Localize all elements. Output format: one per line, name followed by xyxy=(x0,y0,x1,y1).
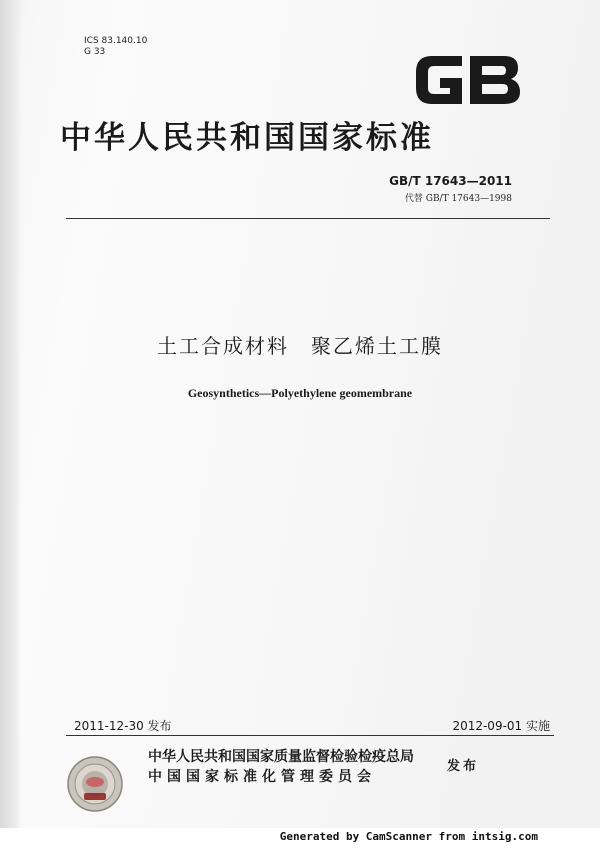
publish-label: 发布 xyxy=(447,759,480,774)
header-divider xyxy=(66,218,550,219)
scanner-watermark-text: Generated by CamScanner from intsig.com xyxy=(279,830,538,843)
replaced-standard: 代替 GB/T 17643—1998 xyxy=(404,194,512,204)
ccs-code: G 33 xyxy=(84,47,106,57)
footer-divider xyxy=(66,735,554,736)
ics-code: ICS 83.140.10 xyxy=(84,36,148,46)
issuer-sac: 中国国家标准化管理委员会 xyxy=(148,769,376,785)
national-standard-heading: 中华人民共和国国家标准 xyxy=(60,120,434,156)
document-title-english: Geosynthetics—Polyethylene geomembrane xyxy=(187,386,413,400)
implementation-date: 2012-09-01 实施 xyxy=(452,719,550,733)
issue-date: 2011-12-30 发布 xyxy=(74,719,172,733)
issuer-aqsiq: 中华人民共和国国家质量监督检验检疫总局 xyxy=(148,749,414,765)
anti-counterfeit-seal-icon xyxy=(66,755,124,813)
binding-edge-shadow xyxy=(0,0,22,850)
standard-number: GB/T 17643—2011 xyxy=(389,174,512,188)
document-title-chinese: 土工合成材料 聚乙烯土工膜 xyxy=(157,334,443,358)
gb-logo-icon xyxy=(410,44,525,114)
classification-codes xyxy=(84,36,147,58)
